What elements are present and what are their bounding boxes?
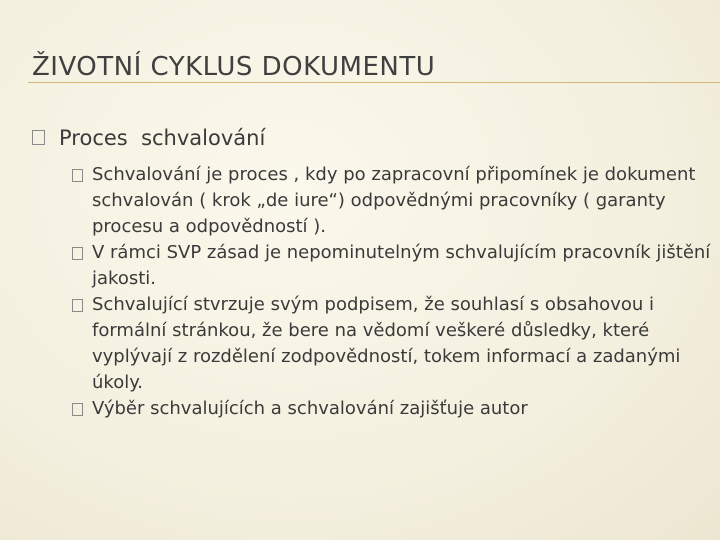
list-item-text: V rámci SVP zásad je nepominutelným schvalujícím pracovník jištění jakosti. [92, 242, 711, 289]
checkbox-bullet-icon [72, 403, 83, 416]
list-item [72, 162, 712, 240]
list-item-text: Výběr schvalujících a schvalování zajišťuje autor [92, 398, 528, 419]
list-item [72, 396, 712, 422]
slide-title: ŽIVOTNÍ CYKLUS DOKUMENTU [32, 52, 436, 82]
list-item-text: Schvalování je proces , kdy po zapracovní připomínek je dokument schvalován ( krok „de iure“) odpovědnými pracovníky ( garanty procesu a odpovědností ). [92, 164, 696, 237]
title-underline [28, 82, 720, 83]
list-item [72, 292, 712, 396]
heading-bullet [32, 126, 265, 150]
bullet-list [72, 162, 712, 422]
checkbox-bullet-icon [72, 247, 83, 260]
list-item-text: Schvalující stvrzuje svým podpisem, že souhlasí s obsahovou i formální stránkou, že bere na vědomí veškeré důsledky, které vyplývají z rozdělení zodpovědností, tokem informací a zadanými úkoly. [92, 294, 681, 393]
checkbox-bullet-icon [32, 130, 45, 145]
section-heading: Proces schvalování [59, 126, 266, 150]
list-item [72, 240, 712, 292]
checkbox-bullet-icon [72, 299, 83, 312]
checkbox-bullet-icon [72, 169, 83, 182]
